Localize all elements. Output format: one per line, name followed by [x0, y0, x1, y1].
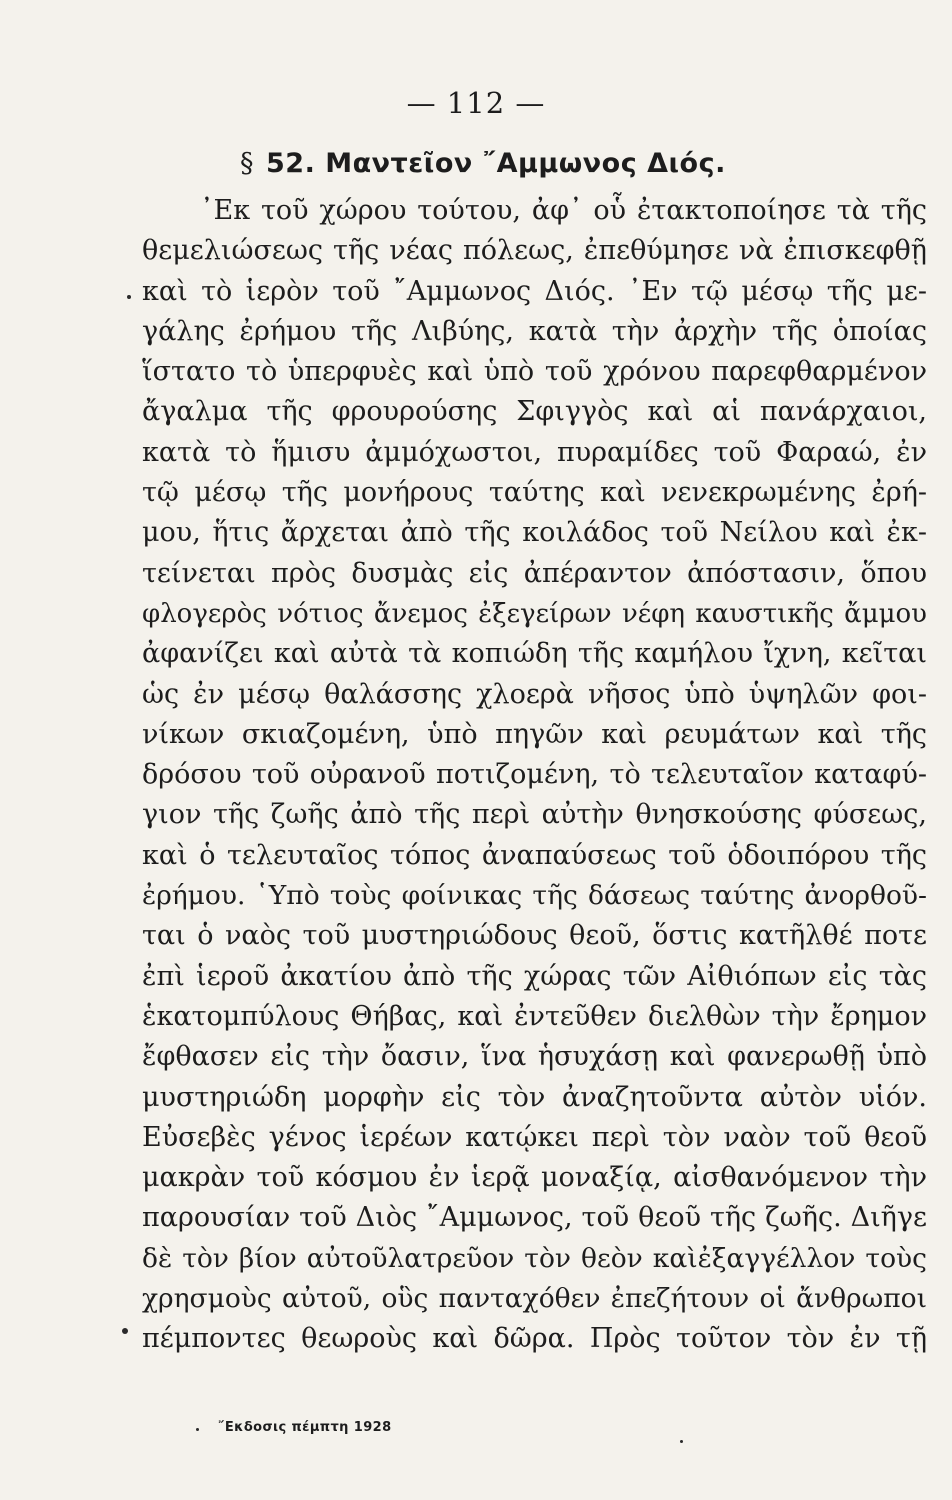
text-line: ἔφθασεν εἰς τὴν ὄασιν, ἵνα ἡσυχάσῃ καὶ φανερωθῇ ὑπὸ	[142, 1041, 927, 1073]
text-line: ἀφανίζει καὶ αὐτὰ τὰ κοπιώδη τῆς καμήλου ἴχνη, κεῖται	[142, 638, 927, 670]
text-line: νίκων σκιαζομένη, ὑπὸ πηγῶν καὶ ρευμάτων καὶ τῆς	[142, 718, 927, 750]
text-line: μου, ἥτις ἄρχεται ἀπὸ τῆς κοιλάδος τοῦ Νείλου καὶ ἐκ-	[142, 517, 927, 549]
text-line: δὲ τὸν βίον αὐτοῦλατρεῦον τὸν θεὸν καὶἐξαγγέλλον τοὺς	[142, 1242, 927, 1274]
text-line: μακρὰν τοῦ κόσμου ἐν ἱερᾷ μοναξίᾳ, αἰσθανόμενον τὴν	[142, 1162, 927, 1194]
text-line: καὶ τὸ ἱερὸν τοῦ ῎Αμμωνος Διός. ᾿Εν τῷ μέσῳ τῆς με-	[142, 275, 927, 307]
print-speck	[680, 1440, 683, 1443]
text-line: ἐρήμου. ῾Υπὸ τοὺς φοίνικας τῆς δάσεως ταύτης ἀνορθοῦ-	[142, 880, 927, 912]
body-text	[142, 191, 927, 1360]
text-line: παρουσίαν τοῦ Διὸς ῎Αμμωνος, τοῦ θεοῦ τῆς ζωῆς. Διῆγε	[142, 1202, 927, 1234]
text-line: θεμελιώσεως τῆς νέας πόλεως, ἐπεθύμησε νὰ ἐπισκεφθῇ	[142, 235, 927, 267]
text-line: τῷ μέσῳ τῆς μονήρους ταύτης καὶ νενεκρωμένης ἐρή-	[142, 477, 927, 509]
edition-footer: ῎Εκδοσις πέμπτη 1928	[218, 1420, 392, 1435]
section-title: 52. Μαντεῖον ῎Αμμωνος Διός.	[266, 148, 726, 179]
text-line: δρόσου τοῦ οὐρανοῦ ποτιζομένη, τὸ τελευταῖον καταφύ-	[142, 759, 927, 791]
text-line: ἄγαλμα τῆς φρουρούσης Σφιγγὸς καὶ αἱ πανάρχαιοι,	[142, 396, 927, 428]
text-line: ἵστατο τὸ ὑπερφυὲς καὶ ὑπὸ τοῦ χρόνου παρεφθαρμένον	[142, 356, 927, 388]
text-line: ἐπὶ ἱεροῦ ἀκατίου ἀπὸ τῆς χώρας τῶν Αἰθιόπων εἰς τὰς	[142, 960, 927, 992]
print-speck	[127, 295, 131, 299]
text-line: ὡς ἐν μέσῳ θαλάσσης χλοερὰ νῆσος ὑπὸ ὑψηλῶν φοι-	[142, 678, 927, 710]
print-speck	[122, 1328, 128, 1334]
text-line: γάλης ἐρήμου τῆς Λιβύης, κατὰ τὴν ἀρχὴν τῆς ὁποίας	[142, 315, 927, 347]
section-heading	[240, 148, 840, 179]
text-line: Εὐσεβὲς γένος ἱερέων κατῴκει περὶ τὸν ναὸν τοῦ θεοῦ	[142, 1121, 927, 1153]
text-line: τείνεται πρὸς δυσμὰς εἰς ἀπέραντον ἀπόστασιν, ὅπου	[142, 557, 927, 589]
print-speck	[196, 1428, 199, 1431]
text-line: ται ὁ ναὸς τοῦ μυστηριώδους θεοῦ, ὅστις κατῆλθέ ποτε	[142, 920, 927, 952]
text-line: γιον τῆς ζωῆς ἀπὸ τῆς περὶ αὐτὴν θνησκούσης φύσεως,	[142, 799, 927, 831]
text-line: ᾿Εκ τοῦ χώρου τούτου, ἀφ᾿ οὗ ἐτακτοποίησε τὰ τῆς	[200, 195, 927, 226]
text-line: φλογερὸς νότιος ἄνεμος ἐξεγείρων νέφη καυστικῆς ἄμμου	[142, 598, 927, 629]
section-symbol: §	[240, 148, 254, 179]
text-line: μυστηριώδη μορφὴν εἰς τὸν ἀναζητοῦντα αὐτὸν υἱόν.	[142, 1081, 927, 1113]
text-line: πέμποντες θεωροὺς καὶ δῶρα. Πρὸς τοῦτον τὸν ἐν τῇ	[142, 1323, 927, 1355]
page-number: — 112 —	[406, 86, 546, 120]
text-line: χρησμοὺς αὐτοῦ, οὓς πανταχόθεν ἐπεζήτουν οἱ ἄνθρωποι	[142, 1283, 927, 1315]
text-line: ἑκατομπύλους Θήβας, καὶ ἐντεῦθεν διελθὼν τὴν ἔρημον	[142, 1000, 927, 1032]
text-line: κατὰ τὸ ἥμισυ ἀμμόχωστοι, πυραμίδες τοῦ Φαραώ, ἐν	[142, 436, 927, 468]
text-line: καὶ ὁ τελευταῖος τόπος ἀναπαύσεως τοῦ ὁδοιπόρου τῆς	[142, 839, 927, 871]
